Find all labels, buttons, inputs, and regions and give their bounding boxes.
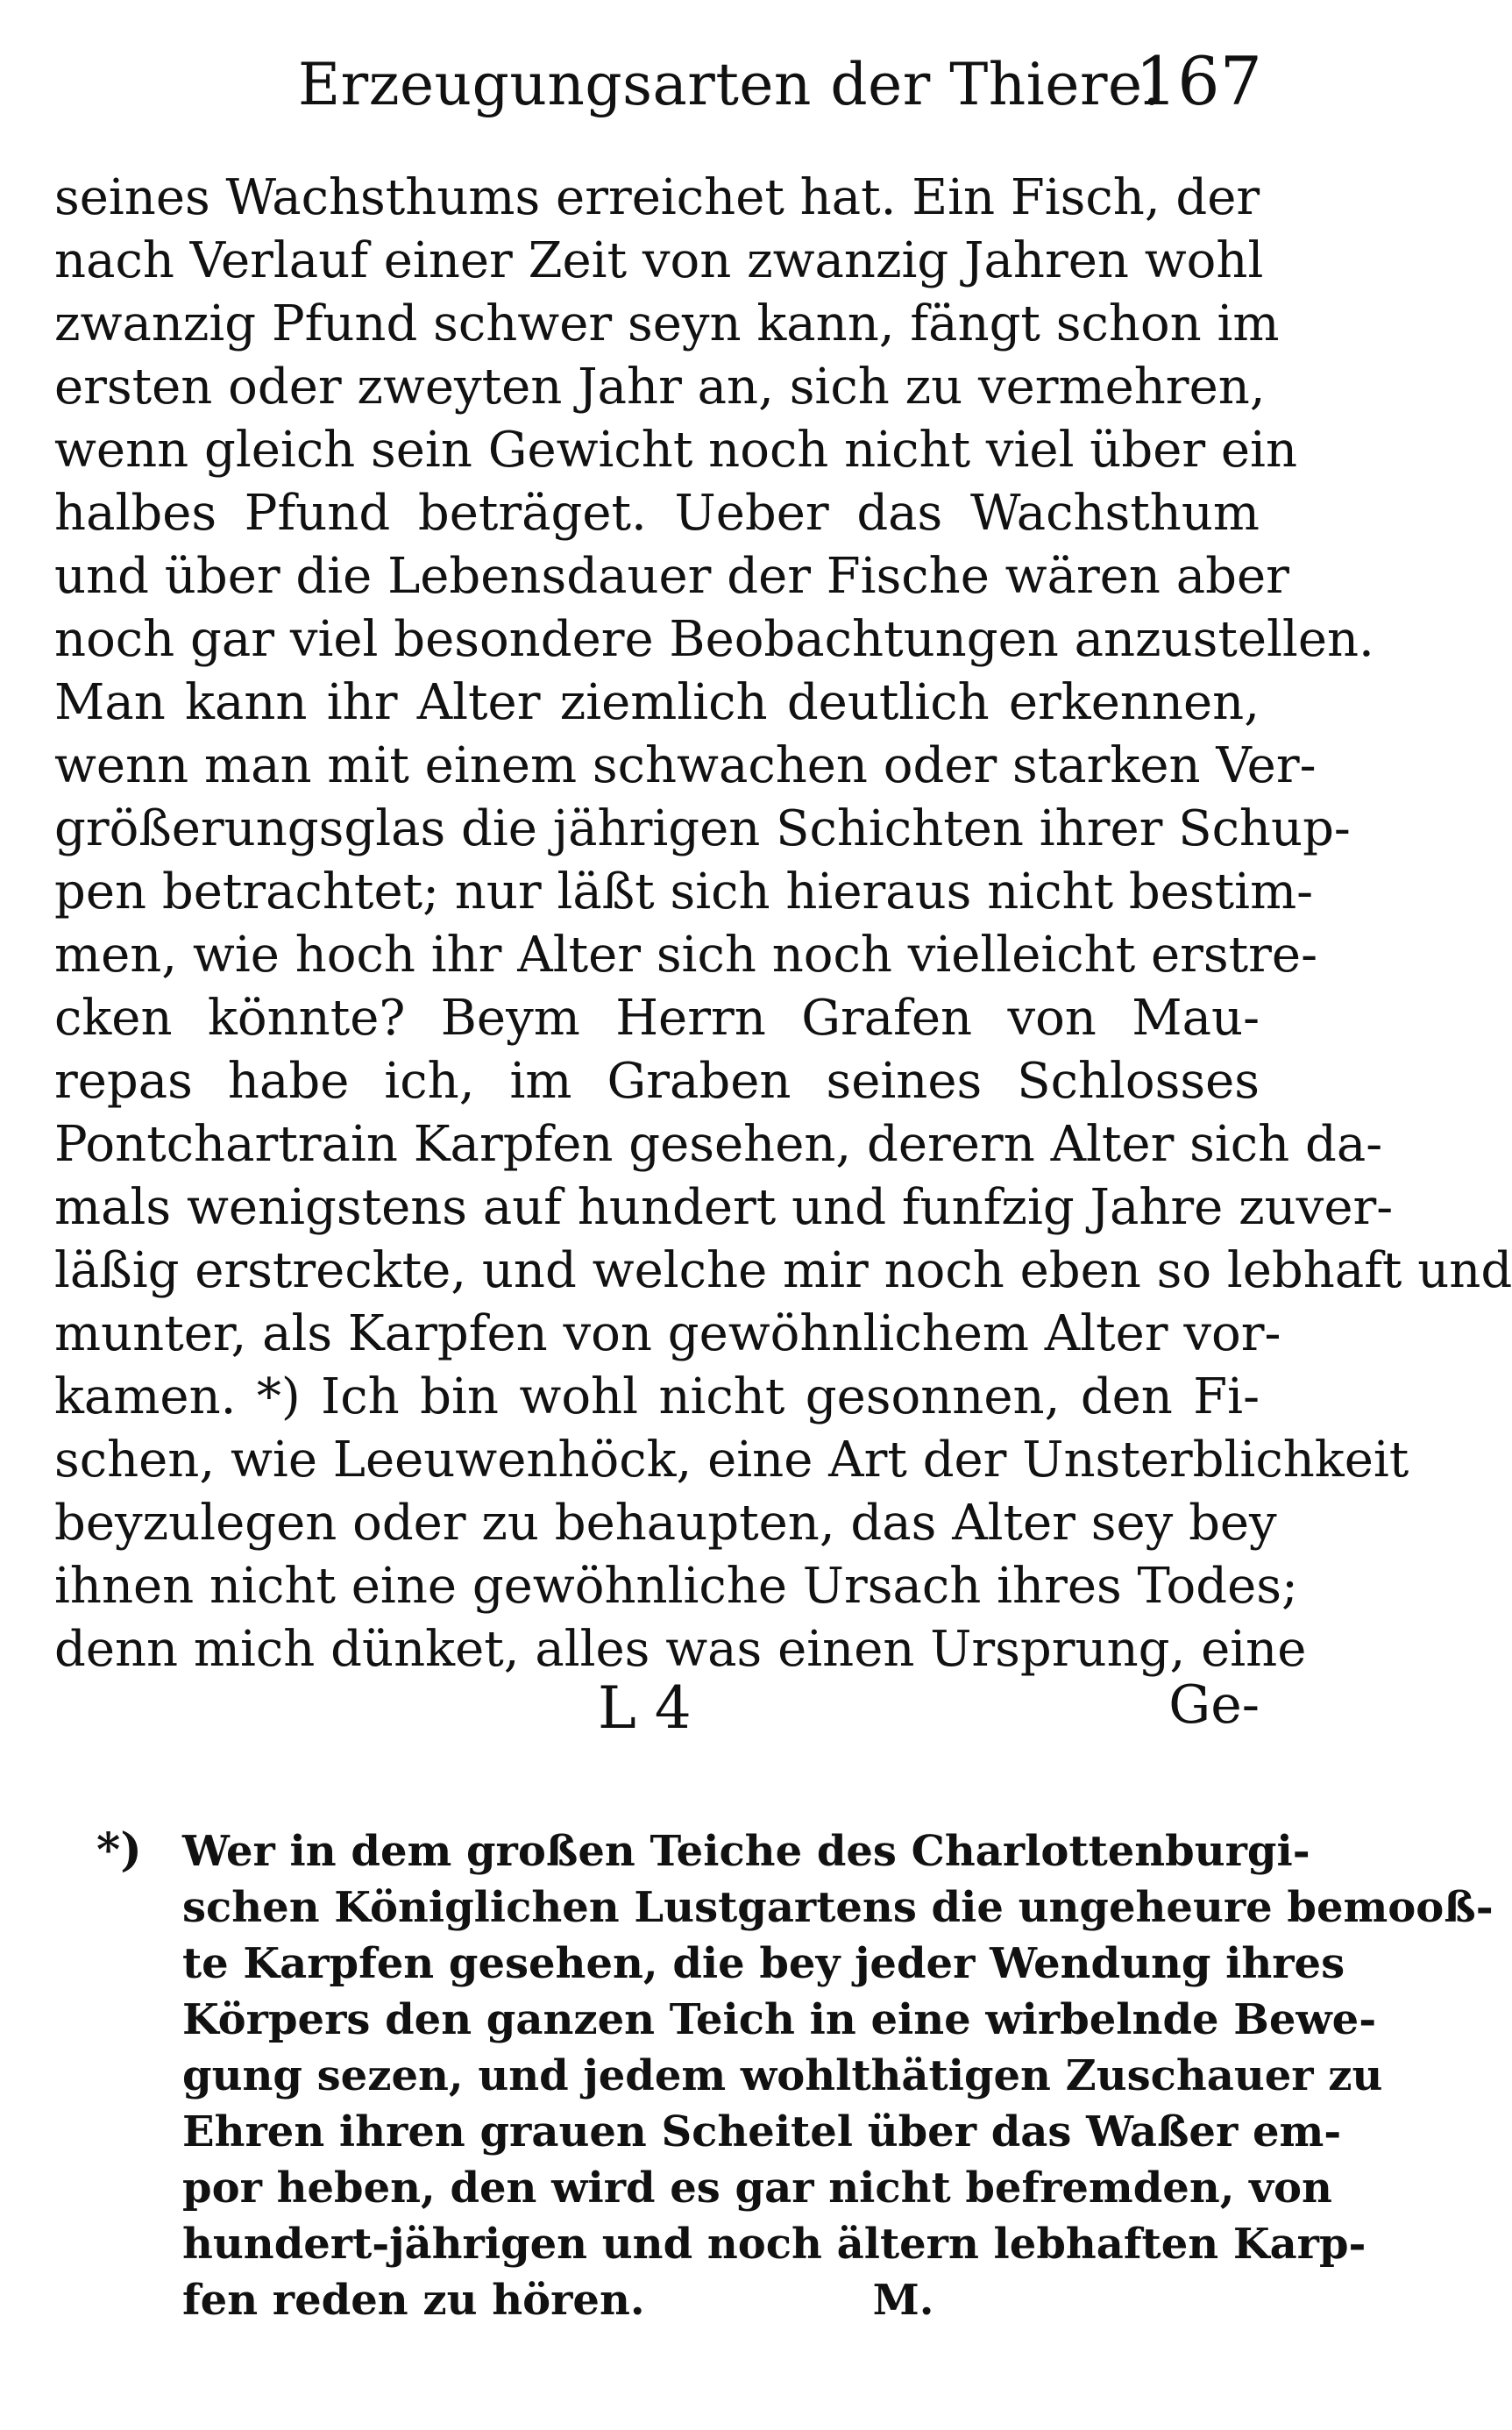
footnote-line: hundert-jährigen und noch ältern lebhaften Karp-	[182, 2220, 1366, 2269]
page-header	[298, 35, 1262, 131]
text-line: men, wie hoch ihr Alter sich noch vielleicht erstre-	[54, 927, 1317, 984]
footnote-line: Ehren ihren grauen Scheitel über das Waßer em-	[182, 2107, 1342, 2156]
text-line: zwanzig Pfund schwer seyn kann, fängt schon im	[54, 295, 1280, 352]
main-text	[54, 167, 1512, 1683]
text-line: repas habe ich, im Graben seines Schlosses	[54, 1053, 1260, 1110]
text-line: cken könnte? Beym Herrn Grafen von Mau-	[54, 990, 1260, 1047]
text-line: Man kann ihr Alter ziemlich deutlich erkennen,	[54, 674, 1260, 731]
text-line: ihnen nicht eine gewöhnliche Ursach ihres Todes;	[54, 1558, 1298, 1615]
text-line: beyzulegen oder zu behaupten, das Alter sey bey	[54, 1495, 1277, 1552]
footnote-line-text: fen reden zu hören.	[182, 2276, 645, 2325]
text-line: kamen. *) Ich bin wohl nicht gesonnen, den Fi-	[54, 1368, 1260, 1425]
text-line: wenn gleich sein Gewicht noch nicht viel über ein	[54, 422, 1298, 479]
footnote-line: te Karpfen gesehen, die bey jeder Wendung ihres	[182, 1939, 1345, 1988]
footnote-line: gung sezen, und jedem wohlthätigen Zuschauer zu	[182, 2051, 1383, 2100]
running-title: Erzeugungsarten der Thiere.	[298, 51, 1162, 118]
text-line: größerungsglas die jährigen Schichten ihrer Schup-	[54, 800, 1351, 857]
catchword: Ge-	[1168, 1674, 1260, 1736]
footnote-marker: *)	[96, 1823, 142, 1877]
footnote-line: schen Königlichen Lustgartens die ungeheure bemooß-	[182, 1883, 1494, 1932]
page-footer	[54, 1674, 1260, 1753]
text-line: und über die Lebensdauer der Fische wären aber	[54, 548, 1289, 605]
text-line: noch gar viel besondere Beobachtungen anzustellen.	[54, 611, 1374, 668]
text-line: munter, als Karpfen von gewöhnlichem Alter vor-	[54, 1305, 1281, 1362]
text-line: mals wenigstens auf hundert und funfzig Jahre zuver-	[54, 1179, 1394, 1236]
text-line: denn mich dünket, alles was einen Ursprung, eine	[54, 1621, 1307, 1678]
footnote	[96, 1823, 1494, 2349]
text-line: Pontchartrain Karpfen gesehen, derern Alter sich da-	[54, 1116, 1383, 1173]
text-line: wenn man mit einem schwachen oder starken Ver-	[54, 737, 1317, 794]
footnote-text	[182, 1823, 1494, 2328]
text-line: halbes Pfund beträget. Ueber das Wachsthum	[54, 485, 1260, 542]
text-line: pen betrachtet; nur läßt sich hieraus nicht bestim-	[54, 863, 1314, 920]
footnote-line: por heben, den wird es gar nicht befremden, von	[182, 2164, 1332, 2213]
footnote-line: Körpers den ganzen Teich in eine wirbelnde Bewe-	[182, 1995, 1377, 2044]
footnote-line: Wer in dem großen Teiche des Charlottenburgi-	[182, 1827, 1310, 1876]
footnote-signature: M.	[872, 2276, 934, 2325]
text-line: nach Verlauf einer Zeit von zwanzig Jahren wohl	[54, 232, 1264, 289]
text-line: läßig erstreckte, und welche mir noch eben so lebhaft und	[54, 1242, 1512, 1299]
footnote-line-last	[182, 2272, 1236, 2328]
text-line: schen, wie Leeuwenhöck, eine Art der Unsterblichkeit	[54, 1432, 1409, 1489]
text-line: seines Wachsthums erreichet hat. Ein Fisch, der	[54, 169, 1260, 226]
signature-mark: L 4	[598, 1674, 692, 1742]
text-line: ersten oder zweyten Jahr an, sich zu vermehren,	[54, 359, 1266, 416]
page-number: 167	[1134, 42, 1262, 120]
